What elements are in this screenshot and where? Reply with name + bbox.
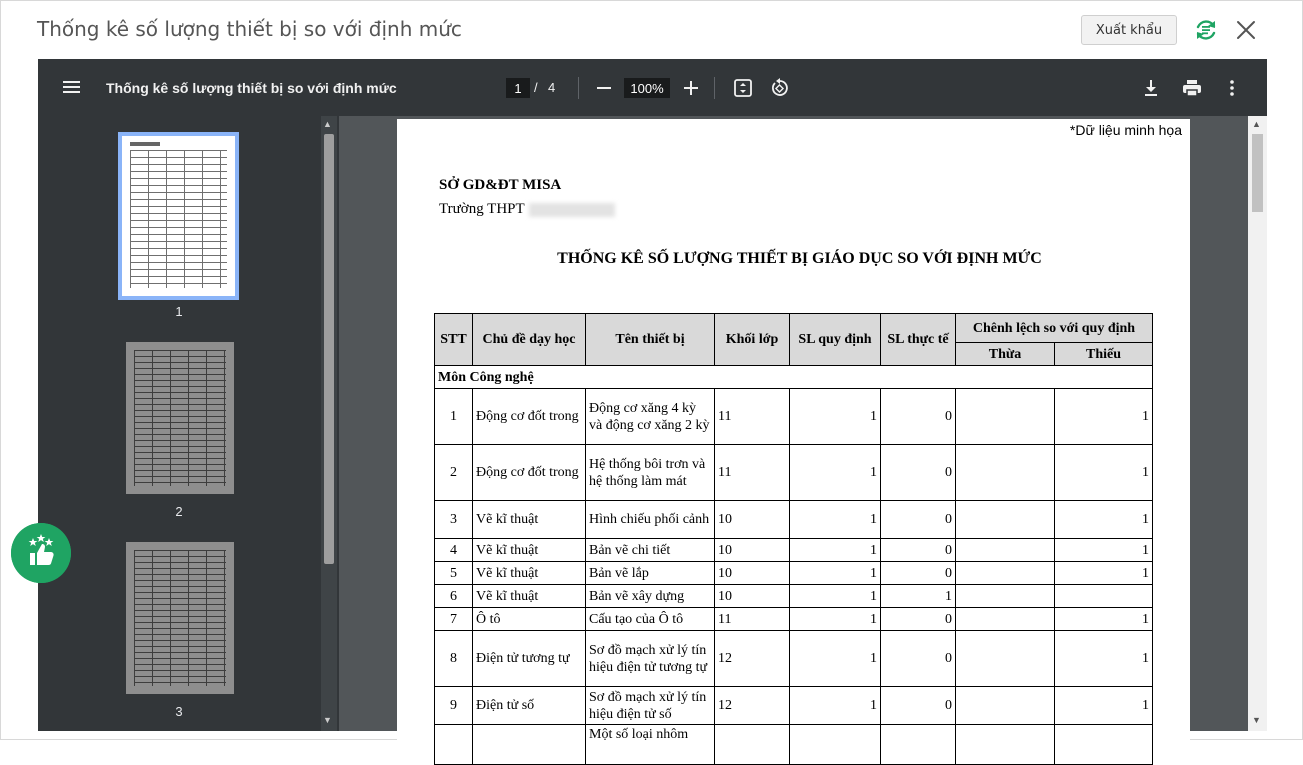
- col-header-qty-required: SL quy định: [790, 314, 881, 366]
- col-header-grade: Khối lớp: [715, 314, 790, 366]
- fit-page-icon[interactable]: [733, 78, 753, 98]
- cell-surplus: [956, 445, 1055, 501]
- cell-shortage: 1: [1055, 501, 1153, 539]
- cell-surplus: [956, 631, 1055, 687]
- cell-device: Bản vẽ xây dựng: [586, 585, 715, 608]
- scroll-up-arrow-icon[interactable]: ▲: [323, 119, 332, 129]
- col-header-topic: Chủ đề dạy học: [473, 314, 586, 366]
- table-row: [435, 585, 1153, 608]
- col-header-difference: Chênh lệch so với quy định: [956, 314, 1153, 343]
- rotate-icon[interactable]: [769, 77, 791, 99]
- cell-grade: 12: [715, 631, 790, 687]
- cell-surplus: [956, 585, 1055, 608]
- subject-group-row: Môn Công nghệ: [435, 366, 1153, 389]
- col-header-surplus: Thừa: [956, 343, 1055, 366]
- cell-stt: [435, 725, 473, 765]
- cell-qty-required: 1: [790, 445, 881, 501]
- page-thumbnail-2[interactable]: [126, 342, 234, 494]
- cell-device: Động cơ xăng 4 kỳ và động cơ xăng 2 kỳ: [586, 389, 715, 445]
- cell-topic: Điện tử số: [473, 687, 586, 725]
- thumbnail-content: [134, 550, 226, 686]
- toolbar-divider: [578, 77, 579, 99]
- cell-device: Sơ đồ mạch xử lý tín hiệu điện tử tương tự: [586, 631, 715, 687]
- thumbnail-header: [130, 142, 160, 146]
- table-row: [435, 631, 1153, 687]
- thumbnail-label: 1: [175, 304, 183, 319]
- scroll-up-arrow-icon[interactable]: ▲: [1252, 119, 1261, 129]
- table-row: [435, 445, 1153, 501]
- cell-stt: 9: [435, 687, 473, 725]
- cell-topic: Vẽ kĩ thuật: [473, 562, 586, 585]
- pdf-page: [397, 119, 1190, 759]
- table-row: [435, 608, 1153, 631]
- zoom-level-input[interactable]: 100%: [624, 78, 670, 98]
- cell-qty-actual: 0: [881, 608, 956, 631]
- cell-qty-required: [790, 725, 881, 765]
- cell-surplus: [956, 608, 1055, 631]
- cell-shortage: 1: [1055, 539, 1153, 562]
- page-thumbnail-3[interactable]: [126, 542, 234, 694]
- cell-qty-actual: 0: [881, 562, 956, 585]
- table-row: [435, 501, 1153, 539]
- refresh-icon[interactable]: [1193, 17, 1219, 43]
- cell-shortage: 1: [1055, 687, 1153, 725]
- demo-data-note: *Dữ liệu minh họa: [1069, 122, 1182, 138]
- toolbar-divider: [714, 77, 715, 99]
- thumbnail-content: [134, 350, 226, 486]
- cell-shortage: 1: [1055, 562, 1153, 585]
- cell-shortage: [1055, 585, 1153, 608]
- cell-surplus: [956, 687, 1055, 725]
- cell-shortage: 1: [1055, 608, 1153, 631]
- page-thumbnail-1[interactable]: [122, 136, 235, 296]
- thumbnail-label: 2: [175, 504, 183, 519]
- zoom-in-icon[interactable]: [681, 78, 701, 98]
- statistics-table: [434, 313, 1153, 765]
- col-header-qty-actual: SL thực tế: [881, 314, 956, 366]
- scroll-down-arrow-icon[interactable]: ▼: [1252, 715, 1261, 725]
- cell-qty-required: 1: [790, 562, 881, 585]
- download-icon[interactable]: [1141, 78, 1161, 98]
- cell-stt: 3: [435, 501, 473, 539]
- cell-qty-actual: [881, 725, 956, 765]
- cell-qty-required: 1: [790, 585, 881, 608]
- col-header-stt: STT: [435, 314, 473, 366]
- cell-qty-actual: 0: [881, 389, 956, 445]
- cell-qty-required: 1: [790, 631, 881, 687]
- table-row: [435, 389, 1153, 445]
- cell-shortage: [1055, 725, 1153, 765]
- cell-qty-actual: 1: [881, 585, 956, 608]
- cell-grade: 12: [715, 687, 790, 725]
- print-icon[interactable]: [1181, 78, 1203, 98]
- cell-qty-required: 1: [790, 539, 881, 562]
- cell-qty-required: 1: [790, 608, 881, 631]
- cell-stt: 8: [435, 631, 473, 687]
- export-button[interactable]: Xuất khẩu: [1081, 15, 1177, 45]
- cell-stt: 6: [435, 585, 473, 608]
- cell-stt: 1: [435, 389, 473, 445]
- cell-device: Sơ đồ mạch xử lý tín hiệu điện tử số: [586, 687, 715, 725]
- department-name: SỞ GD&ĐT MISA: [439, 177, 562, 193]
- cell-grade: 11: [715, 608, 790, 631]
- pdf-viewer: [38, 59, 1267, 742]
- menu-icon[interactable]: [62, 77, 82, 97]
- cell-qty-actual: 0: [881, 445, 956, 501]
- cell-grade: 11: [715, 389, 790, 445]
- sidebar-scrollbar-thumb[interactable]: [324, 134, 334, 564]
- cell-qty-required: 1: [790, 501, 881, 539]
- cell-stt: 2: [435, 445, 473, 501]
- cell-stt: 4: [435, 539, 473, 562]
- cell-device: Cấu tạo của Ô tô: [586, 608, 715, 631]
- page-separator: /: [534, 80, 538, 95]
- cell-device: Một số loại nhôm: [586, 725, 715, 765]
- page-total: 4: [548, 80, 556, 95]
- table-row: [435, 539, 1153, 562]
- cell-shortage: 1: [1055, 631, 1153, 687]
- document-scrollbar-thumb[interactable]: [1252, 134, 1263, 212]
- cell-topic: Động cơ đốt trong: [473, 445, 586, 501]
- cell-grade: 10: [715, 562, 790, 585]
- thumbnail-content: [130, 150, 227, 288]
- redacted-school-name: [529, 203, 615, 217]
- cell-topic: Vẽ kĩ thuật: [473, 501, 586, 539]
- cell-shortage: 1: [1055, 389, 1153, 445]
- cell-qty-actual: 0: [881, 501, 956, 539]
- document-title: THỐNG KÊ SỐ LƯỢNG THIẾT BỊ GIÁO DỤC SO VỚI ĐỊNH MỨC: [557, 250, 1042, 267]
- cell-grade: 11: [715, 445, 790, 501]
- cell-device: Bản vẽ lắp: [586, 562, 715, 585]
- cell-topic: Ô tô: [473, 608, 586, 631]
- cell-qty-actual: 0: [881, 539, 956, 562]
- cell-surplus: [956, 725, 1055, 765]
- cell-grade: 10: [715, 585, 790, 608]
- cell-device: Bản vẽ chi tiết: [586, 539, 715, 562]
- cell-surplus: [956, 562, 1055, 585]
- more-options-icon[interactable]: [1223, 78, 1241, 98]
- cell-grade: [715, 725, 790, 765]
- page-number-input[interactable]: 1: [506, 78, 530, 98]
- cell-qty-actual: 0: [881, 631, 956, 687]
- thumbs-up-stars-icon[interactable]: [11, 523, 71, 583]
- cell-surplus: [956, 501, 1055, 539]
- table-row: [435, 725, 1153, 765]
- school-name: [439, 201, 615, 218]
- cell-device: Hệ thống bôi trơn và hệ thống làm mát: [586, 445, 715, 501]
- table-row: [435, 562, 1153, 585]
- school-prefix: Trường THPT: [439, 201, 525, 217]
- cell-qty-required: 1: [790, 687, 881, 725]
- cell-topic: [473, 725, 586, 765]
- cell-surplus: [956, 389, 1055, 445]
- table-row: [435, 687, 1153, 725]
- pdf-toolbar: [38, 59, 1267, 116]
- dialog-title: Thống kê số lượng thiết bị so với định mức: [37, 17, 462, 41]
- cell-topic: Động cơ đốt trong: [473, 389, 586, 445]
- cell-grade: 10: [715, 501, 790, 539]
- scroll-down-arrow-icon[interactable]: ▼: [323, 715, 332, 725]
- cell-grade: 10: [715, 539, 790, 562]
- cell-device: Hình chiếu phối cảnh: [586, 501, 715, 539]
- cell-topic: Vẽ kĩ thuật: [473, 539, 586, 562]
- cell-topic: Vẽ kĩ thuật: [473, 585, 586, 608]
- cell-stt: 5: [435, 562, 473, 585]
- cell-qty-actual: 0: [881, 687, 956, 725]
- pdf-file-title: Thống kê số lượng thiết bị so với định mức: [106, 80, 397, 96]
- close-icon[interactable]: [1235, 19, 1257, 41]
- cell-qty-required: 1: [790, 389, 881, 445]
- cell-surplus: [956, 539, 1055, 562]
- col-header-device: Tên thiết bị: [586, 314, 715, 366]
- cell-topic: Điện tử tương tự: [473, 631, 586, 687]
- zoom-out-icon[interactable]: [594, 78, 614, 98]
- thumbnail-sidebar: [38, 116, 339, 731]
- cell-stt: 7: [435, 608, 473, 631]
- thumbnail-label: 3: [175, 704, 183, 719]
- col-header-shortage: Thiếu: [1055, 343, 1153, 366]
- cell-shortage: 1: [1055, 445, 1153, 501]
